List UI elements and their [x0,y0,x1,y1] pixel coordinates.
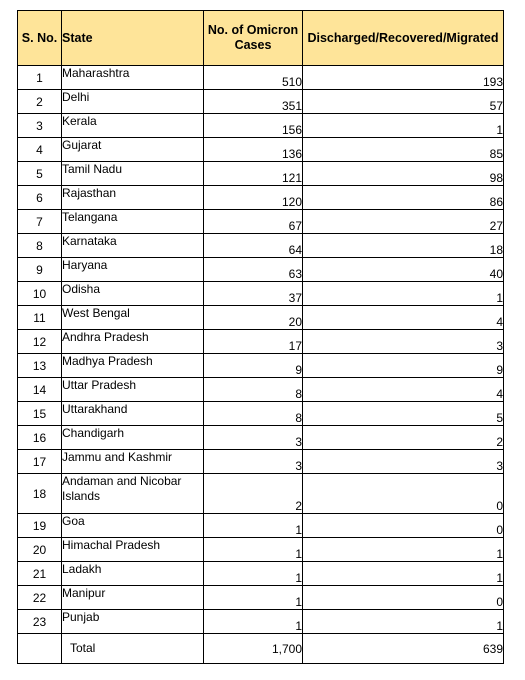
row-discharged: 1 [303,610,504,634]
row-cases: 8 [204,402,303,426]
row-cases: 2 [204,474,303,514]
table-row [18,90,504,114]
row-sno: 22 [18,586,62,610]
row-sno: 16 [18,426,62,450]
row-discharged: 0 [303,474,504,514]
row-state: Uttar Pradesh [62,378,204,402]
row-state: Kerala [62,114,204,138]
row-discharged: 3 [303,330,504,354]
table-row [18,562,504,586]
row-cases: 64 [204,234,303,258]
table-row [18,426,504,450]
table-row [18,162,504,186]
table-row [18,610,504,634]
table-body [18,66,504,664]
row-state: Chandigarh [62,426,204,450]
row-discharged: 0 [303,514,504,538]
row-state: Himachal Pradesh [62,538,204,562]
table-row [18,66,504,90]
row-discharged: 0 [303,586,504,610]
total-label: Total [62,634,204,664]
row-state: Manipur [62,586,204,610]
row-sno: 11 [18,306,62,330]
row-discharged: 40 [303,258,504,282]
row-cases: 1 [204,586,303,610]
table-row [18,138,504,162]
row-sno: 13 [18,354,62,378]
row-cases: 121 [204,162,303,186]
row-sno: 19 [18,514,62,538]
row-discharged: 57 [303,90,504,114]
row-cases: 20 [204,306,303,330]
row-state: Karnataka [62,234,204,258]
row-discharged: 9 [303,354,504,378]
row-state: Andaman and Nicobar Islands [62,474,204,514]
row-sno: 10 [18,282,62,306]
header-state: State [62,11,204,66]
table-row [18,282,504,306]
total-discharged: 639 [303,634,504,664]
row-sno: 21 [18,562,62,586]
row-discharged: 86 [303,186,504,210]
row-cases: 136 [204,138,303,162]
row-sno: 23 [18,610,62,634]
row-discharged: 4 [303,378,504,402]
table-row [18,586,504,610]
row-state: Goa [62,514,204,538]
table-row [18,210,504,234]
row-discharged: 85 [303,138,504,162]
row-sno: 8 [18,234,62,258]
header-sno: S. No. [18,11,62,66]
row-discharged: 98 [303,162,504,186]
row-sno: 1 [18,66,62,90]
row-cases: 1 [204,610,303,634]
row-discharged: 2 [303,426,504,450]
row-state: Ladakh [62,562,204,586]
row-state: Haryana [62,258,204,282]
row-sno: 14 [18,378,62,402]
table-row [18,258,504,282]
header-cases: No. of Omicron Cases [204,11,303,66]
row-sno: 3 [18,114,62,138]
table-row [18,306,504,330]
table-header [18,11,504,66]
table-row [18,114,504,138]
table-row [18,330,504,354]
row-sno: 12 [18,330,62,354]
row-state: Punjab [62,610,204,634]
row-state: Madhya Pradesh [62,354,204,378]
row-sno: 2 [18,90,62,114]
row-cases: 351 [204,90,303,114]
table-row [18,186,504,210]
table-row [18,378,504,402]
table-row [18,514,504,538]
row-discharged: 193 [303,66,504,90]
row-cases: 156 [204,114,303,138]
table-row [18,354,504,378]
row-discharged: 4 [303,306,504,330]
header-row [18,11,504,66]
row-sno: 9 [18,258,62,282]
row-cases: 1 [204,514,303,538]
row-discharged: 5 [303,402,504,426]
row-sno: 4 [18,138,62,162]
row-state: Odisha [62,282,204,306]
row-state: Gujarat [62,138,204,162]
row-state: Uttarakhand [62,402,204,426]
row-state: Jammu and Kashmir [62,450,204,474]
total-cases: 1,700 [204,634,303,664]
row-cases: 8 [204,378,303,402]
row-sno: 7 [18,210,62,234]
omicron-cases-table [17,10,504,664]
row-state: Tamil Nadu [62,162,204,186]
table-row [18,450,504,474]
row-cases: 1 [204,538,303,562]
table-row [18,474,504,514]
row-cases: 3 [204,450,303,474]
total-row [18,634,504,664]
row-sno: 15 [18,402,62,426]
row-state: Telangana [62,210,204,234]
row-state: Andhra Pradesh [62,330,204,354]
row-cases: 510 [204,66,303,90]
row-cases: 17 [204,330,303,354]
row-cases: 120 [204,186,303,210]
row-sno: 6 [18,186,62,210]
row-discharged: 1 [303,562,504,586]
row-sno: 17 [18,450,62,474]
row-cases: 1 [204,562,303,586]
row-state: Rajasthan [62,186,204,210]
table-row [18,402,504,426]
table-row [18,234,504,258]
row-discharged: 3 [303,450,504,474]
row-state: Delhi [62,90,204,114]
row-discharged: 18 [303,234,504,258]
row-cases: 37 [204,282,303,306]
row-cases: 67 [204,210,303,234]
row-discharged: 1 [303,282,504,306]
row-discharged: 1 [303,538,504,562]
row-state: Maharashtra [62,66,204,90]
row-state: West Bengal [62,306,204,330]
total-sno-empty [18,634,62,664]
row-cases: 63 [204,258,303,282]
row-cases: 3 [204,426,303,450]
row-sno: 5 [18,162,62,186]
row-sno: 18 [18,474,62,514]
row-cases: 9 [204,354,303,378]
header-discharged: Discharged/Recovered/Migrated [303,11,504,66]
row-sno: 20 [18,538,62,562]
row-discharged: 1 [303,114,504,138]
row-discharged: 27 [303,210,504,234]
table-row [18,538,504,562]
